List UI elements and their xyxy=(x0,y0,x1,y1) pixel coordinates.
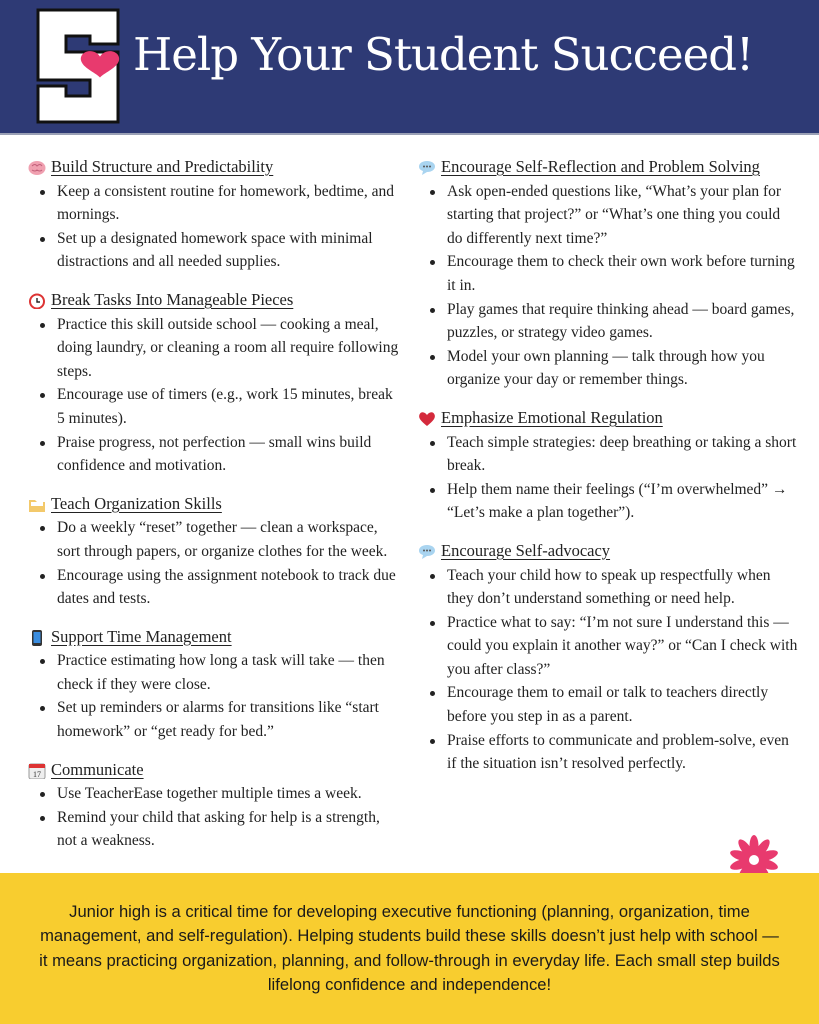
list-item: Help them name their feelings (“I’m overwhelmed” → “Let’s make a plan together”). xyxy=(428,478,798,525)
section xyxy=(28,625,403,744)
list-item: Set up reminders or alarms for transitions like “start homework” or “get ready for bed.” xyxy=(38,696,403,743)
bullet-list xyxy=(28,649,403,743)
list-item: Do a weekly “reset” together — clean a workspace, sort through papers, or organize clothes for the week. xyxy=(38,516,403,563)
bullet-list xyxy=(418,431,798,525)
heading-text: Communicate xyxy=(51,759,144,779)
heading-text: Encourage Self-advocacy xyxy=(441,540,611,560)
heading-text: Teach Organization Skills xyxy=(51,493,222,513)
section xyxy=(28,758,403,853)
list-item: Keep a consistent routine for homework, bedtime, and mornings. xyxy=(38,180,403,227)
list-item: Model your own planning — talk through how you organize your day or remember things. xyxy=(428,345,798,392)
heading-text: Emphasize Emotional Regulation xyxy=(441,407,663,427)
bullet-list xyxy=(28,180,403,274)
section-heading xyxy=(418,155,798,179)
list-item: Play games that require thinking ahead — board games, puzzles, or strategy video games. xyxy=(428,298,798,345)
section xyxy=(418,539,798,776)
speech-bubble-icon xyxy=(418,543,436,559)
bullet-list xyxy=(28,782,403,853)
heading-text: Break Tasks Into Manageable Pieces xyxy=(51,289,294,309)
left-column xyxy=(28,155,403,867)
list-item: Practice this skill outside school — cooking a meal, doing laundry, or cleaning a room all require following steps. xyxy=(38,313,403,384)
brain-icon xyxy=(28,159,46,175)
list-item: Teach your child how to speak up respectfully when they don’t understand something or need help. xyxy=(428,564,798,611)
heart-icon xyxy=(418,410,436,426)
footer-text: Junior high is a critical time for developing executive functioning (planning, organization, time management, and self-regulation). Helping students build these skills doesn’t just help with school — it means practicing organization, planning, and follow-through in everyday life. Each small step builds lifelong confidence and independence! xyxy=(39,901,780,994)
calendar-icon xyxy=(28,762,46,778)
bullet-list xyxy=(418,564,798,776)
section-heading xyxy=(418,406,798,430)
bullet-list xyxy=(418,180,798,392)
list-item: Use TeacherEase together multiple times a week. xyxy=(38,782,403,806)
phone-icon xyxy=(28,629,46,645)
heading-text: Build Structure and Predictability xyxy=(51,157,274,176)
section-heading xyxy=(28,625,403,649)
footer-banner xyxy=(0,873,819,1024)
list-item: Encourage them to check their own work before turning it in. xyxy=(428,250,798,297)
section-heading xyxy=(28,155,403,179)
school-logo xyxy=(30,6,126,126)
list-item: Set up a designated homework space with minimal distractions and all needed supplies. xyxy=(38,227,403,274)
folder-icon xyxy=(28,496,46,512)
heading-text: Encourage Self-Reflection and Problem Solving xyxy=(441,157,760,176)
section-heading xyxy=(418,539,798,563)
section xyxy=(28,492,403,611)
page-title: Help Your Student Succeed! xyxy=(133,28,754,81)
section xyxy=(418,155,798,392)
right-column xyxy=(418,155,798,790)
header-banner xyxy=(0,0,819,135)
alarm-clock-icon xyxy=(28,292,46,308)
section-heading xyxy=(28,758,403,782)
svg-text:17: 17 xyxy=(33,769,41,779)
list-item: Encourage using the assignment notebook to track due dates and tests. xyxy=(38,564,403,611)
section-heading xyxy=(28,492,403,516)
list-item: Praise progress, not perfection — small wins build confidence and motivation. xyxy=(38,431,403,478)
list-item: Remind your child that asking for help is a strength, not a weakness. xyxy=(38,806,403,853)
section-heading xyxy=(28,288,403,312)
bullet-list xyxy=(28,313,403,478)
list-item: Praise efforts to communicate and problem-solve, even if the situation isn’t resolved perfectly. xyxy=(428,729,798,776)
heading-text: Support Time Management xyxy=(51,626,232,646)
list-item: Practice what to say: “I’m not sure I understand this — could you explain it another way?” or “Can I check with you after class?” xyxy=(428,611,798,682)
speech-bubble-icon xyxy=(418,159,436,175)
list-item: Ask open-ended questions like, “What’s your plan for starting that project?” or “What’s one thing you could do differently next time?” xyxy=(428,180,798,251)
section xyxy=(28,288,403,478)
section xyxy=(28,155,403,274)
section xyxy=(418,406,798,525)
list-item: Teach simple strategies: deep breathing or taking a short break. xyxy=(428,431,798,478)
list-item: Encourage use of timers (e.g., work 15 minutes, break 5 minutes). xyxy=(38,383,403,430)
bullet-list xyxy=(28,516,403,610)
list-item: Practice estimating how long a task will take — then check if they were close. xyxy=(38,649,403,696)
list-item: Encourage them to email or talk to teachers directly before you step in as a parent. xyxy=(428,681,798,728)
